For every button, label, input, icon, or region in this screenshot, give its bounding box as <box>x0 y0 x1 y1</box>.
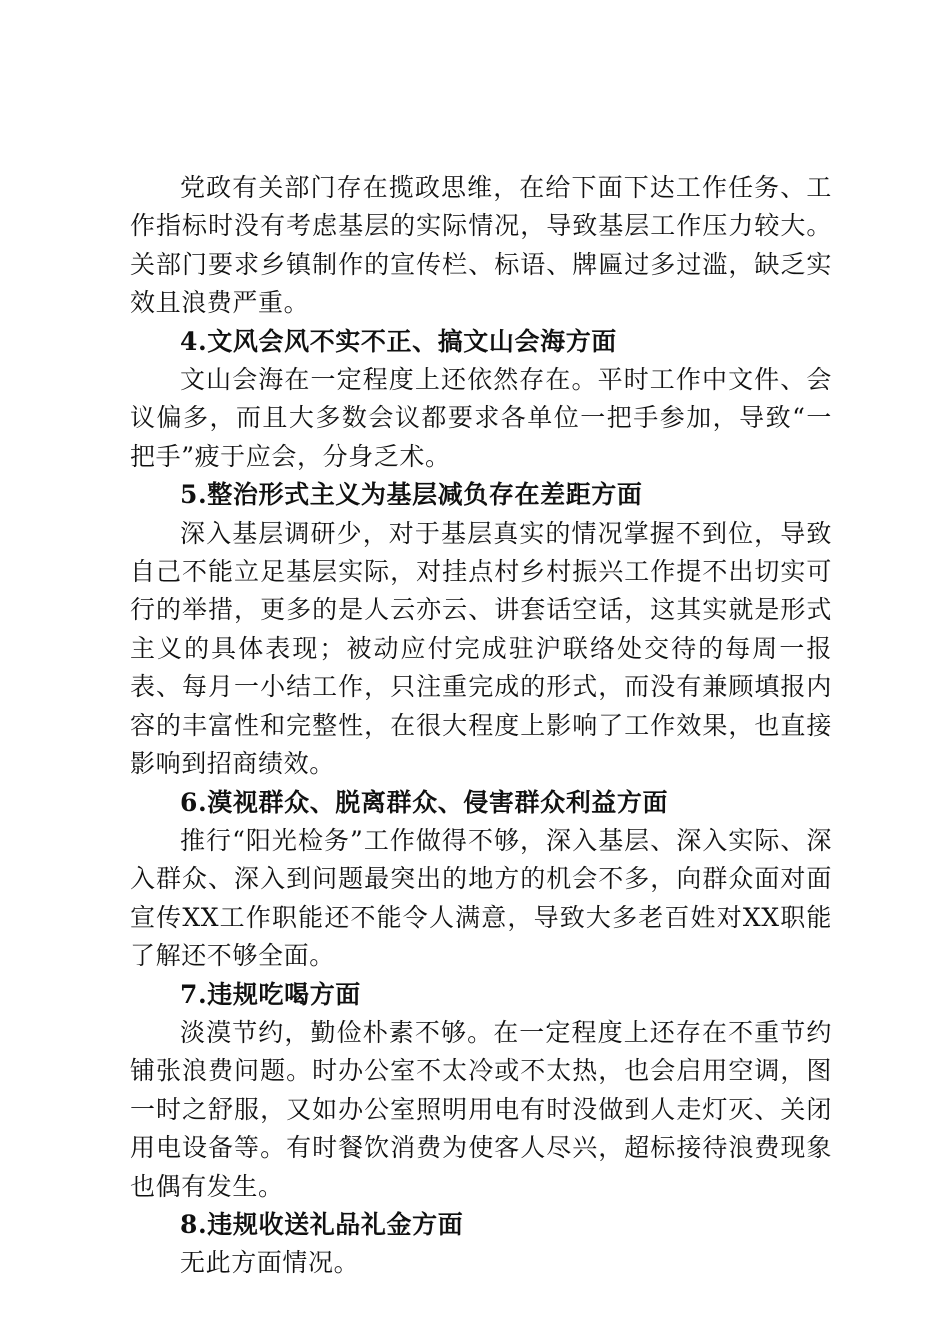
body-paragraph: 推行“阳光检务”工作做得不够，深入基层、深入实际、深入群众、深入到问题最突出的地方的机会不多，向群众面对面宣传XX工作职能还不能令人满意，导致大多老百姓对XX职能了解还不够全面。 <box>130 825 832 971</box>
section-heading: 5.整治形式主义为基层减负存在差距方面 <box>180 480 643 510</box>
section-heading: 7.违规吃喝方面 <box>180 979 361 1009</box>
body-paragraph: 深入基层调研少，对于基层真实的情况掌握不到位，导致自己不能立足基层实际，对挂点村乡村振兴工作提不出切实可行的举措，更多的是人云亦云、讲套话空话，这其实就是形式主义的具体表现；被动应付完成驻沪联络处交待的每周一报表、每月一小结工作，只注重完成的形式，而没有兼顾填报内容的丰富性和完整性，在很大程度上影响了工作效果，也直接影响到招商绩效。 <box>130 518 832 779</box>
body-paragraph: 文山会海在一定程度上还依然存在。平时工作中文件、会议偏多，而且大多数会议都要求各单位一把手参加，导致“一把手”疲于应会，分身乏术。 <box>130 365 832 471</box>
body-paragraph: 无此方面情况。 <box>180 1248 360 1278</box>
body-paragraph: 淡漠节约，勤俭朴素不够。在一定程度上还存在不重节约铺张浪费问题。时办公室不太冷或不太热，也会启用空调，图一时之舒服，又如办公室照明用电有时没做到人走灯灭、关闭用电设备等。有时餐饮消费为使客人尽兴，超标接待浪费现象也偶有发生。 <box>130 1017 832 1201</box>
section-heading: 8.违规收送礼品礼金方面 <box>180 1209 464 1239</box>
body-paragraph: 党政有关部门存在揽政思维，在给下面下达工作任务、工作指标时没有考虑基层的实际情况，导致基层工作压力较大。关部门要求乡镇制作的宣传栏、标语、牌匾过多过滥，缺乏实效且浪费严重。 <box>130 173 832 318</box>
section-heading: 4.文风会风不实不正、搞文山会海方面 <box>180 326 617 356</box>
section-heading: 6.漠视群众、脱离群众、侵害群众利益方面 <box>180 787 669 817</box>
document-body <box>130 169 832 1283</box>
